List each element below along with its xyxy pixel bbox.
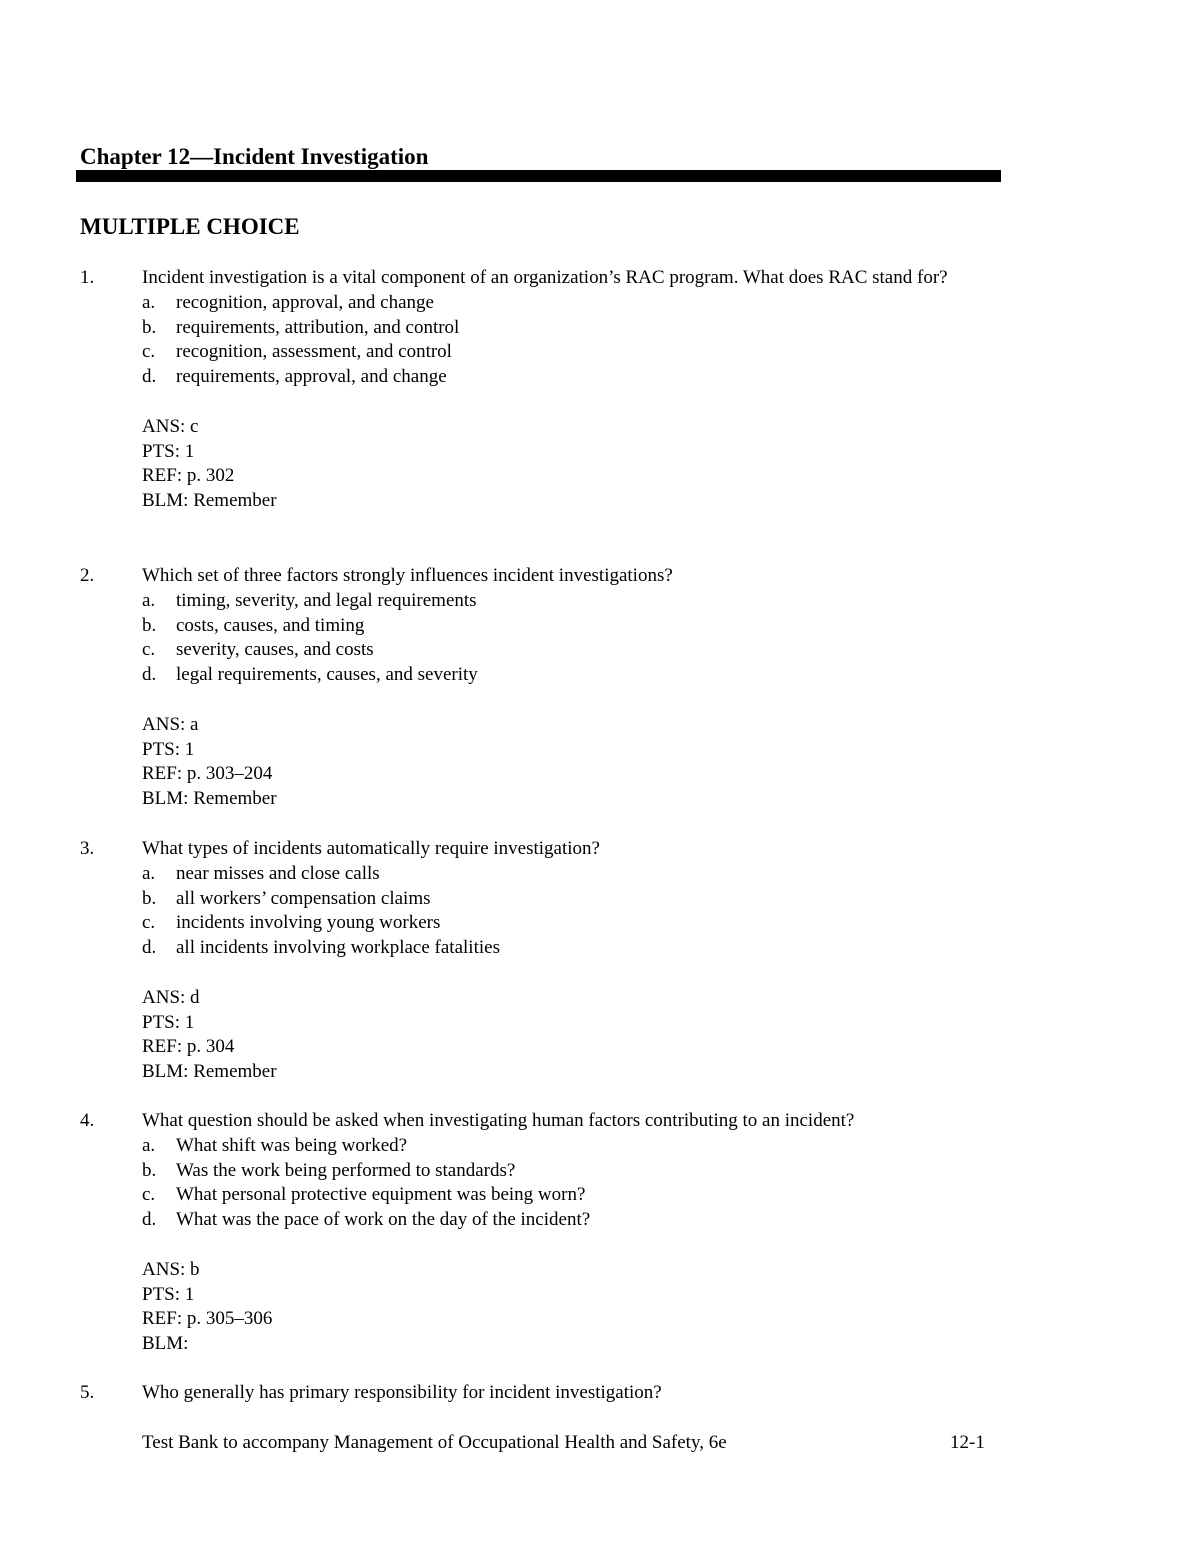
option-text: all incidents involving workplace fatalities: [176, 937, 500, 959]
answer-option: [142, 1134, 980, 1159]
blooms-level: BLM: Remember: [142, 490, 277, 512]
option-text: incidents involving young workers: [176, 912, 441, 934]
question-stem: [80, 1109, 980, 1134]
answer-key: ANS: b: [142, 1258, 200, 1280]
option-text: requirements, approval, and change: [176, 366, 447, 388]
answer-options: [80, 862, 980, 961]
answer-option: [142, 589, 980, 614]
section-heading: MULTIPLE CHOICE: [80, 214, 300, 239]
blooms-level: BLM: Remember: [142, 788, 277, 810]
question-number: 3.: [80, 838, 95, 859]
option-text: costs, causes, and timing: [176, 614, 365, 636]
option-text: Was the work being performed to standards?: [176, 1159, 516, 1181]
answer-option: [142, 316, 980, 341]
answer-option: [142, 1208, 980, 1233]
page-reference: REF: p. 304: [142, 1036, 235, 1058]
blooms-level: BLM:: [142, 1333, 189, 1355]
option-letter: b.: [142, 614, 157, 636]
question-text: Incident investigation is a vital component of an organization’s RAC program. What does RAC stand for?: [142, 267, 948, 288]
answer-key: ANS: a: [142, 713, 199, 735]
option-text: What was the pace of work on the day of the incident?: [176, 1209, 591, 1231]
answer-option: [142, 365, 980, 390]
option-letter: b.: [142, 316, 157, 338]
answer-metadata: [80, 713, 980, 812]
option-text: severity, causes, and costs: [176, 639, 374, 661]
option-text: recognition, approval, and change: [176, 291, 434, 313]
answer-option: [142, 1183, 980, 1208]
answer-options: [80, 1134, 980, 1233]
option-letter: a.: [142, 862, 156, 884]
option-text: legal requirements, causes, and severity: [176, 664, 478, 686]
points: PTS: 1: [142, 440, 195, 462]
question-number: 2.: [80, 565, 95, 586]
answer-option: [142, 1159, 980, 1184]
option-text: near misses and close calls: [176, 862, 380, 884]
answer-key: ANS: d: [142, 986, 200, 1008]
points: PTS: 1: [142, 1283, 195, 1305]
question-text: Which set of three factors strongly influences incident investigations?: [142, 565, 673, 586]
question-number: 4.: [80, 1110, 95, 1131]
page-reference: REF: p. 303–204: [142, 763, 273, 785]
question-4: [80, 1109, 980, 1357]
question-stem: [80, 564, 980, 589]
option-letter: b.: [142, 887, 157, 909]
answer-option: [142, 663, 980, 688]
question-text: Who generally has primary responsibility for incident investigation?: [142, 1382, 662, 1403]
question-text: What types of incidents automatically require investigation?: [142, 838, 600, 859]
answer-options: [80, 589, 980, 688]
blooms-level: BLM: Remember: [142, 1061, 277, 1083]
option-letter: a.: [142, 589, 156, 611]
option-letter: d.: [142, 366, 157, 388]
answer-option: [142, 862, 980, 887]
question-text: What question should be asked when investigating human factors contributing to an incident?: [142, 1110, 855, 1131]
answer-option: [142, 614, 980, 639]
answer-option: [142, 340, 980, 365]
option-letter: c.: [142, 1184, 156, 1206]
option-letter: c.: [142, 639, 156, 661]
question-1: [80, 266, 980, 514]
answer-option: [142, 911, 980, 936]
answer-option: [142, 936, 980, 961]
question-number: 5.: [80, 1382, 95, 1403]
question-number: 1.: [80, 267, 95, 288]
answer-key: ANS: c: [142, 415, 199, 437]
answer-option: [142, 638, 980, 663]
answer-option: [142, 291, 980, 316]
option-letter: b.: [142, 1159, 157, 1181]
option-text: requirements, attribution, and control: [176, 316, 460, 338]
option-letter: d.: [142, 664, 157, 686]
option-letter: c.: [142, 341, 156, 363]
question-5: [80, 1381, 980, 1406]
question-stem: [80, 266, 980, 291]
chapter-title: Chapter 12—Incident Investigation: [80, 144, 429, 169]
answer-metadata: [80, 986, 980, 1085]
option-text: What personal protective equipment was being worn?: [176, 1184, 586, 1206]
option-text: recognition, assessment, and control: [176, 341, 452, 363]
option-letter: c.: [142, 912, 156, 934]
option-text: What shift was being worked?: [176, 1134, 408, 1156]
answer-options: [80, 291, 980, 390]
title-rule: [76, 170, 1001, 182]
option-letter: d.: [142, 937, 157, 959]
page-reference: REF: p. 302: [142, 465, 235, 487]
option-text: all workers’ compensation claims: [176, 887, 431, 909]
answer-metadata: [80, 415, 980, 514]
points: PTS: 1: [142, 1011, 195, 1033]
question-2: [80, 564, 980, 812]
option-text: timing, severity, and legal requirements: [176, 589, 477, 611]
page-footer: Test Bank to accompany Management of Occupational Health and Safety, 6e: [142, 1432, 727, 1453]
answer-option: [142, 887, 980, 912]
page-reference: REF: p. 305–306: [142, 1308, 273, 1330]
question-stem: [80, 837, 980, 862]
option-letter: a.: [142, 291, 156, 313]
question-stem: [80, 1381, 980, 1406]
option-letter: a.: [142, 1134, 156, 1156]
option-letter: d.: [142, 1209, 157, 1231]
question-3: [80, 837, 980, 1085]
answer-metadata: [80, 1258, 980, 1357]
page-number: 12-1: [950, 1432, 985, 1453]
points: PTS: 1: [142, 738, 195, 760]
